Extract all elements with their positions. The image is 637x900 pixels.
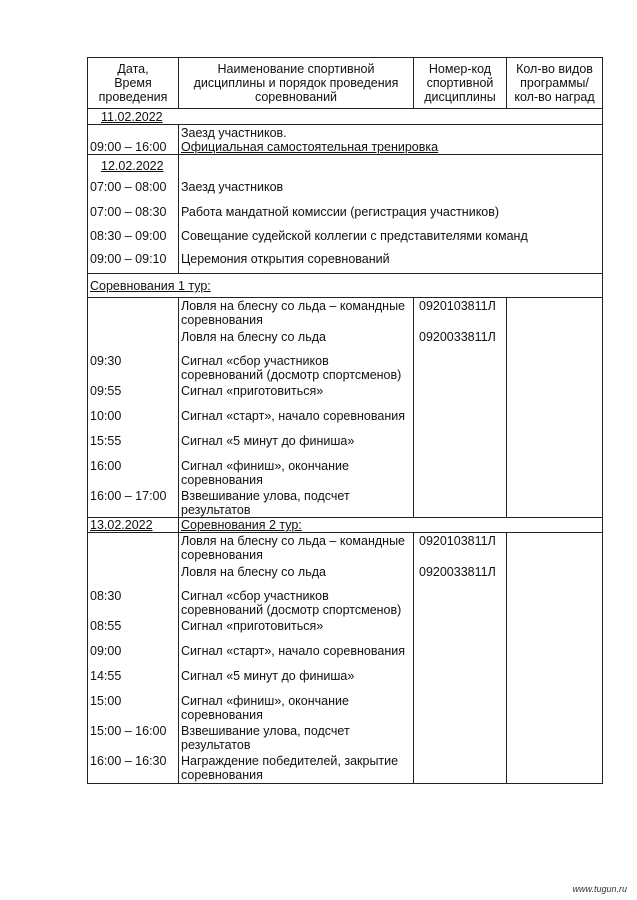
row-divider-round1	[87, 297, 603, 298]
round2-title: Соревнования 2 тур:	[181, 518, 302, 532]
round1-discipline1-line2: соревнования	[181, 313, 263, 327]
round1-time-5: 16:00	[90, 459, 122, 473]
text-day2-row2: Работа мандатной комиссии (регистрация участников)	[181, 205, 500, 219]
time-day2-row2: 07:00 – 08:30	[90, 205, 167, 219]
round2-time-3: 09:00	[90, 644, 122, 658]
round2-text-1a: Сигнал «сбор участников	[181, 589, 329, 603]
col-divider-2c	[413, 532, 414, 784]
round2-time-4: 14:55	[90, 669, 122, 683]
round1-discipline2-line1: Ловля на блесну со льда	[181, 330, 326, 344]
table-border-bottom	[87, 783, 603, 784]
text-day2-row3: Совещание судейской коллегии с представителями команд	[181, 229, 528, 243]
time-day2-row1: 07:00 – 08:00	[90, 180, 167, 194]
time-day1: 09:00 – 16:00	[90, 140, 167, 154]
round1-discipline1-code: 0920103811Л	[419, 299, 496, 313]
round2-text-5b: соревнования	[181, 708, 263, 722]
date-day2: 12.02.2022	[101, 159, 164, 173]
round2-discipline2-line1: Ловля на блесну со льда	[181, 565, 326, 579]
row-divider-day1-end	[87, 154, 603, 155]
col-divider-1b	[178, 124, 179, 155]
round1-title: Соревнования 1 тур:	[90, 279, 211, 293]
table-border-left	[87, 57, 88, 784]
round2-text-6a: Взвешивание улова, подсчет	[181, 724, 350, 738]
round1-text-5b: соревнования	[181, 473, 263, 487]
date-day1: 11.02.2022	[101, 110, 163, 124]
row-divider-day3	[87, 517, 603, 518]
text-day2-row4: Церемония открытия соревнований	[181, 252, 390, 266]
round1-text-5a: Сигнал «финиш», окончание	[181, 459, 349, 473]
round1-time-6: 16:00 – 17:00	[90, 489, 167, 503]
round2-discipline1-line1: Ловля на блесну со льда – командные	[181, 534, 405, 548]
col-divider-3b	[506, 297, 507, 518]
round1-time-4: 15:55	[90, 434, 122, 448]
col-divider-3c	[506, 532, 507, 784]
time-day2-row3: 08:30 – 09:00	[90, 229, 167, 243]
round1-text-3: Сигнал «старт», начало соревнования	[181, 409, 405, 423]
col-divider-2b	[413, 297, 414, 518]
round1-text-6b: результатов	[181, 503, 251, 517]
header-awards: Кол-во видов программы/ кол-во наград	[514, 62, 595, 104]
header-date: Дата, Время проведения	[98, 62, 168, 104]
round2-text-2: Сигнал «приготовиться»	[181, 619, 324, 633]
round1-discipline2-code: 0920033811Л	[419, 330, 496, 344]
round1-time-3: 10:00	[90, 409, 122, 423]
round1-discipline1-line1: Ловля на блесну со льда – командные	[181, 299, 405, 313]
round1-text-1a: Сигнал «сбор участников	[181, 354, 329, 368]
text-day2-row1: Заезд участников	[181, 180, 284, 194]
row-divider-day2-end	[87, 273, 603, 274]
round2-time-5: 15:00	[90, 694, 122, 708]
round2-text-7a: Награждение победителей, закрытие	[181, 754, 399, 768]
col-divider-1d	[178, 297, 179, 784]
round2-text-4: Сигнал «5 минут до финиша»	[181, 669, 355, 683]
round1-time-2: 09:55	[90, 384, 122, 398]
round2-time-7: 16:00 – 16:30	[90, 754, 167, 768]
round1-text-2: Сигнал «приготовиться»	[181, 384, 324, 398]
round2-time-6: 15:00 – 16:00	[90, 724, 167, 738]
header-discipline: Наименование спортивной дисциплины и порядок проведения соревнований	[193, 62, 399, 104]
time-day2-row4: 09:00 – 09:10	[90, 252, 167, 266]
row-divider-day3-b	[87, 532, 603, 533]
round2-text-6b: результатов	[181, 738, 251, 752]
table-border-right	[602, 57, 603, 784]
table-border-top	[87, 57, 603, 58]
round2-text-5a: Сигнал «финиш», окончание	[181, 694, 349, 708]
round1-text-4: Сигнал «5 минут до финиша»	[181, 434, 355, 448]
date-day3: 13.02.2022	[90, 518, 153, 532]
round2-discipline2-code: 0920033811Л	[419, 565, 496, 579]
round1-time-1: 09:30	[90, 354, 122, 368]
watermark: www.tugun.ru	[572, 884, 627, 894]
round2-text-7b: соревнования	[181, 768, 263, 782]
row-divider-day1	[87, 124, 603, 125]
text-day1-line1: Заезд участников.	[181, 126, 287, 140]
round2-discipline1-line2: соревнования	[181, 548, 263, 562]
round2-time-1: 08:30	[90, 589, 122, 603]
round2-text-1b: соревнований (досмотр спортсменов)	[181, 603, 402, 617]
round2-time-2: 08:55	[90, 619, 122, 633]
round1-text-1b: соревнований (досмотр спортсменов)	[181, 368, 402, 382]
round2-text-3: Сигнал «старт», начало соревнования	[181, 644, 405, 658]
text-day1-line2: Официальная самостоятельная тренировка	[181, 140, 439, 154]
header-divider	[87, 108, 603, 109]
col-divider-1c	[178, 154, 179, 274]
round2-discipline1-code: 0920103811Л	[419, 534, 496, 548]
header-code: Номер-код спортивной дисциплины	[424, 62, 496, 104]
round1-text-6a: Взвешивание улова, подсчет	[181, 489, 350, 503]
